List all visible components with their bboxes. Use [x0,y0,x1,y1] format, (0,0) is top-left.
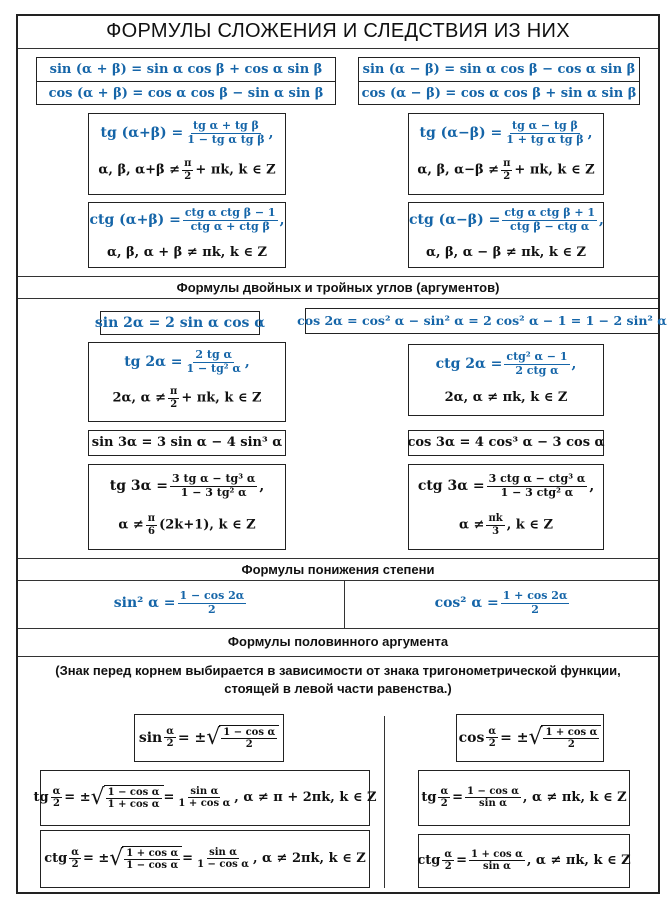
divider [18,628,658,629]
ctg3-formula: ctg 3α = $\frac{\text{3 ctg α − ctg³ α}}{\text{1 − 3 ctg² α}}$ , [417,472,595,499]
tg2-box [88,342,286,422]
sin3-formula: sin 3α = 3 sin α − 4 sin³ α [91,435,283,450]
tg-minus-box [408,113,604,195]
tg3-condition: α ≠ $\frac{\pi}{6}$ (2k+1), k ∈ Z [118,513,256,537]
ctg2-formula: ctg 2α = $\frac{\text{ctg² α − 1}}{\text{2 ctg α}}$ , [435,350,577,377]
section-title-reduce: Формулы понижения степени [241,562,435,577]
note-text: (Знак перед корнем выбирается в зависимости от знака тригонометрической функции, стоящей в левой части равенства.) [55,663,621,696]
ctg3-box [408,464,604,550]
half-ctg-root-box [40,830,370,888]
divider [18,276,658,277]
ctg-minus-condition: α, β, α − β ≠ πk, k ∈ Z [425,245,586,260]
divider [18,580,658,581]
tg-plus-box [88,113,286,195]
half-cos-formula: cos $\frac{\alpha}{2}$ = ± √ $\frac{\text{1 + cos α}}{2}$ [457,715,603,760]
tg3-formula: tg 3α = $\frac{\text{3 tg α − tg³ α}}{\text{1 − 3 tg² α}}$ , [109,472,265,499]
cos2-reduce-formula: cos² α = $\frac{1 + \cos 2\alpha}{2}$ [434,589,568,616]
tg-plus-condition: α, β, α+β ≠ $\frac{\pi}{2}$ + πk, k ∈ Z [98,158,276,182]
half-cos-box [456,714,604,762]
tg-minus-formula: tg (α−β) = $\frac{\text{tg α − tg β}}{\text{1 + tg α tg β}}$ , [419,119,593,146]
half-tg-root-box [33,770,377,826]
sin-cos-minus-box [358,57,640,105]
cos3-box [408,430,604,456]
section-title-double: Формулы двойных и тройных углов (аргументов) [176,280,500,295]
ctg-minus-box [408,202,604,268]
half-tg-formula: tg $\frac{\alpha}{2}$ = $\frac{\text{1 − cos α}}{\text{sin α}}$ , α ≠ πk, k ∈ Z [421,785,627,809]
divider [18,558,658,559]
sin2-box [94,311,266,335]
tg-minus-condition: α, β, α−β ≠ $\frac{\pi}{2}$ + πk, k ∈ Z [417,158,595,182]
half-sin-box [134,714,284,762]
half-sin-formula: sin $\frac{\alpha}{2}$ = ± √ $\frac{\text{1 − cos α}}{2}$ [135,715,283,760]
ctg3-condition: α ≠ $\frac{\pi k}{3}$ , k ∈ Z [459,513,553,537]
tg3-box [88,464,286,550]
divider [18,48,658,49]
sin-minus-formula: sin (α − β) = sin α cos β − cos α sin β [359,58,639,82]
tg-plus-formula: tg (α+β) = $\frac{\text{tg α + tg β}}{\text{1 − tg α tg β}}$ , [100,119,274,146]
ctg-plus-box [88,202,286,268]
cos2-box [297,308,667,334]
page-title: ФОРМУЛЫ СЛОЖЕНИЯ И СЛЕДСТВИЯ ИЗ НИХ [106,20,570,42]
tg2-condition: 2α, α ≠ $\frac{\pi}{2}$ + πk, k ∈ Z [112,386,262,410]
cos3-formula: cos 3α = 4 cos³ α − 3 cos α [407,435,605,450]
formula-sheet [16,14,667,894]
divider [18,656,658,657]
ctg2-box [408,344,604,416]
section-title-half: Формулы половинного аргумента [227,634,449,649]
ctg-plus-condition: α, β, α + β ≠ πk, k ∈ Z [106,245,267,260]
sin3-box [88,430,286,456]
ctg-plus-formula: ctg (α+β) = $\frac{\text{ctg α ctg β − 1}}{\text{ctg α + ctg β}}$ , [89,206,285,233]
divider [384,716,385,888]
half-ctg-root-formula: ctg $\frac{\alpha}{2}$ = ± √ $\frac{\text{1 + cos α}}{\text{1 − cos α}}$ = $\frac{\text{sin α}}{\text{1 − cos α}}$ , α ≠ 2πk, k ∈ Z [44,846,366,871]
half-tg-box [418,770,630,826]
tg2-formula: tg 2α = $\frac{\text{2 tg α}}{\text{1 − tg² α}}$ , [124,348,250,375]
divider [18,298,658,299]
sin-plus-formula: sin (α + β) = sin α cos β + cos α sin β [37,58,335,82]
sin2-formula: sin 2α = 2 sin α cos α [94,314,266,331]
half-tg-root-formula: tg $\frac{\alpha}{2}$ = ± √ $\frac{\text{1 − cos α}}{\text{1 + cos α}}$ = $\frac{\text{sin α}}{\text{1 + cos α}}$ , α ≠ π + 2πk, k ∈ Z [33,785,377,810]
sin-cos-plus-box [36,57,336,105]
cos2-formula: cos 2α = cos² α − sin² α = 2 cos² α − 1 = 1 − 2 sin² α [297,313,667,328]
cos-plus-formula: cos (α + β) = cos α cos β − sin α sin β [48,86,324,101]
half-ctg-box [418,834,630,888]
cos-minus-formula: cos (α − β) = cos α cos β + sin α sin β [361,86,637,101]
half-ctg-formula: ctg $\frac{\alpha}{2}$ = $\frac{\text{1 + cos α}}{\text{sin α}}$ , α ≠ πk, k ∈ Z [417,848,631,872]
ctg-minus-formula: ctg (α−β) = $\frac{\text{ctg α ctg β + 1}}{\text{ctg β − ctg α}}$ , [409,206,604,233]
ctg2-condition: 2α, α ≠ πk, k ∈ Z [444,390,568,405]
sin2-reduce-formula: sin² α = $\frac{1 - \cos 2\alpha}{2}$ [113,589,245,616]
